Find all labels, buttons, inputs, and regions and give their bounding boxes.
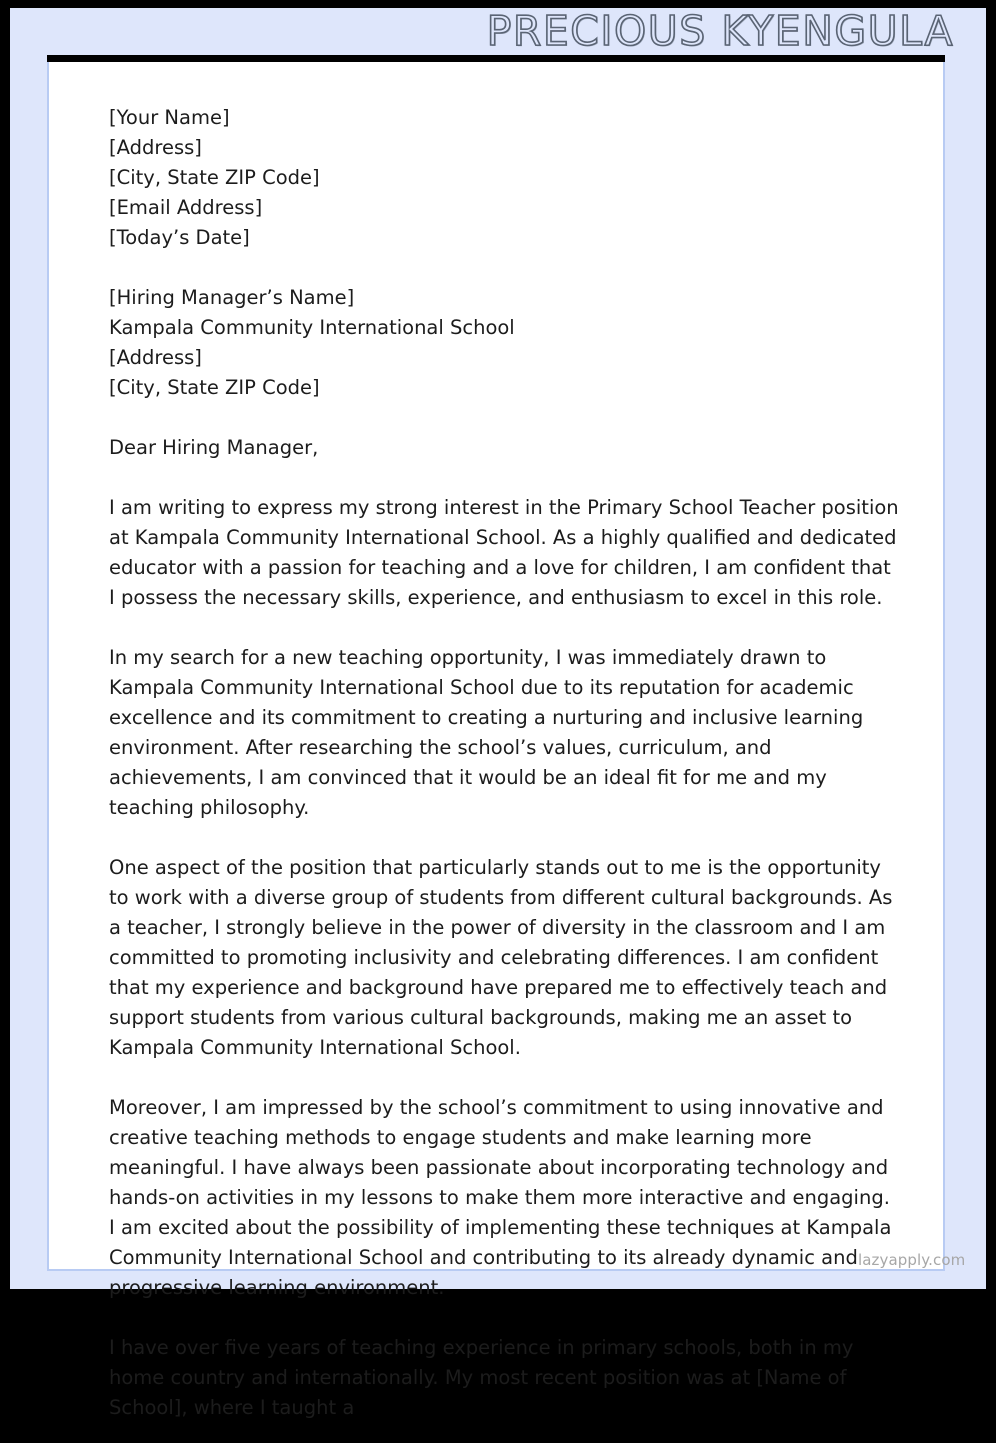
sender-line: [Your Name]	[109, 106, 230, 129]
document-header	[10, 8, 986, 55]
body-paragraph: In my search for a new teaching opportunity, I was immediately drawn to Kampala Community International School due to its reputation for academic excellence and its commitment to creating a nurturing and inclusive learning environment. After researching the school’s values, curriculum, and achievements, I am convinced that it would be an ideal fit for me and my teaching philosophy.	[109, 646, 864, 819]
cover-letter-body	[47, 55, 947, 1443]
sender-line: [City, State ZIP Code]	[109, 166, 320, 189]
block-spacer	[47, 253, 947, 283]
page-title: PRECIOUS KYENGULA	[486, 7, 954, 55]
recipient-line: [Hiring Manager’s Name]	[109, 286, 355, 309]
body-paragraph: One aspect of the position that particularly stands out to me is the opportunity to work with a diverse group of students from different cultural backgrounds. As a teacher, I strongly believe in the power of diversity in the classroom and I am committed to promoting inclusivity and celebrating differences. I am confident that my experience and background have prepared me to effectively teach and support students from various cultural backgrounds, making me an asset to Kampala Community International School.	[109, 856, 893, 1059]
recipient-line: [Address]	[109, 346, 202, 369]
salutation: Dear Hiring Manager,	[109, 436, 319, 459]
sender-address-block	[47, 103, 947, 253]
recipient-address-block	[47, 283, 947, 403]
recipient-line: Kampala Community International School	[109, 316, 515, 339]
body-paragraph: I am writing to express my strong interest in the Primary School Teacher position at Kampala Community International School. As a highly qualified and dedicated educator with a passion for teaching and a love for children, I am confident that I possess the necessary skills, experience, and enthusiasm to excel in this role.	[109, 496, 899, 609]
recipient-line: [City, State ZIP Code]	[109, 376, 320, 399]
watermark-label: lazyapply.com	[858, 1251, 966, 1269]
sender-line: [Today’s Date]	[109, 226, 250, 249]
body-paragraph: I have over five years of teaching experience in primary schools, both in my home country and internationally. My most recent position was at [Name of School], where I taught a	[109, 1336, 854, 1419]
sender-line: [Address]	[109, 136, 202, 159]
sender-line: [Email Address]	[109, 196, 263, 219]
body-paragraph: Moreover, I am impressed by the school’s commitment to using innovative and creative teaching methods to engage students and make learning more meaningful. I have always been passionate about incorporating technology and hands-on activities in my lessons to make them more interactive and engaging. I am excited about the possibility of implementing these techniques at Kampala Community International School and contributing to its already dynamic and progressive learning environment.	[109, 1096, 892, 1299]
page-backdrop	[10, 7, 986, 1419]
